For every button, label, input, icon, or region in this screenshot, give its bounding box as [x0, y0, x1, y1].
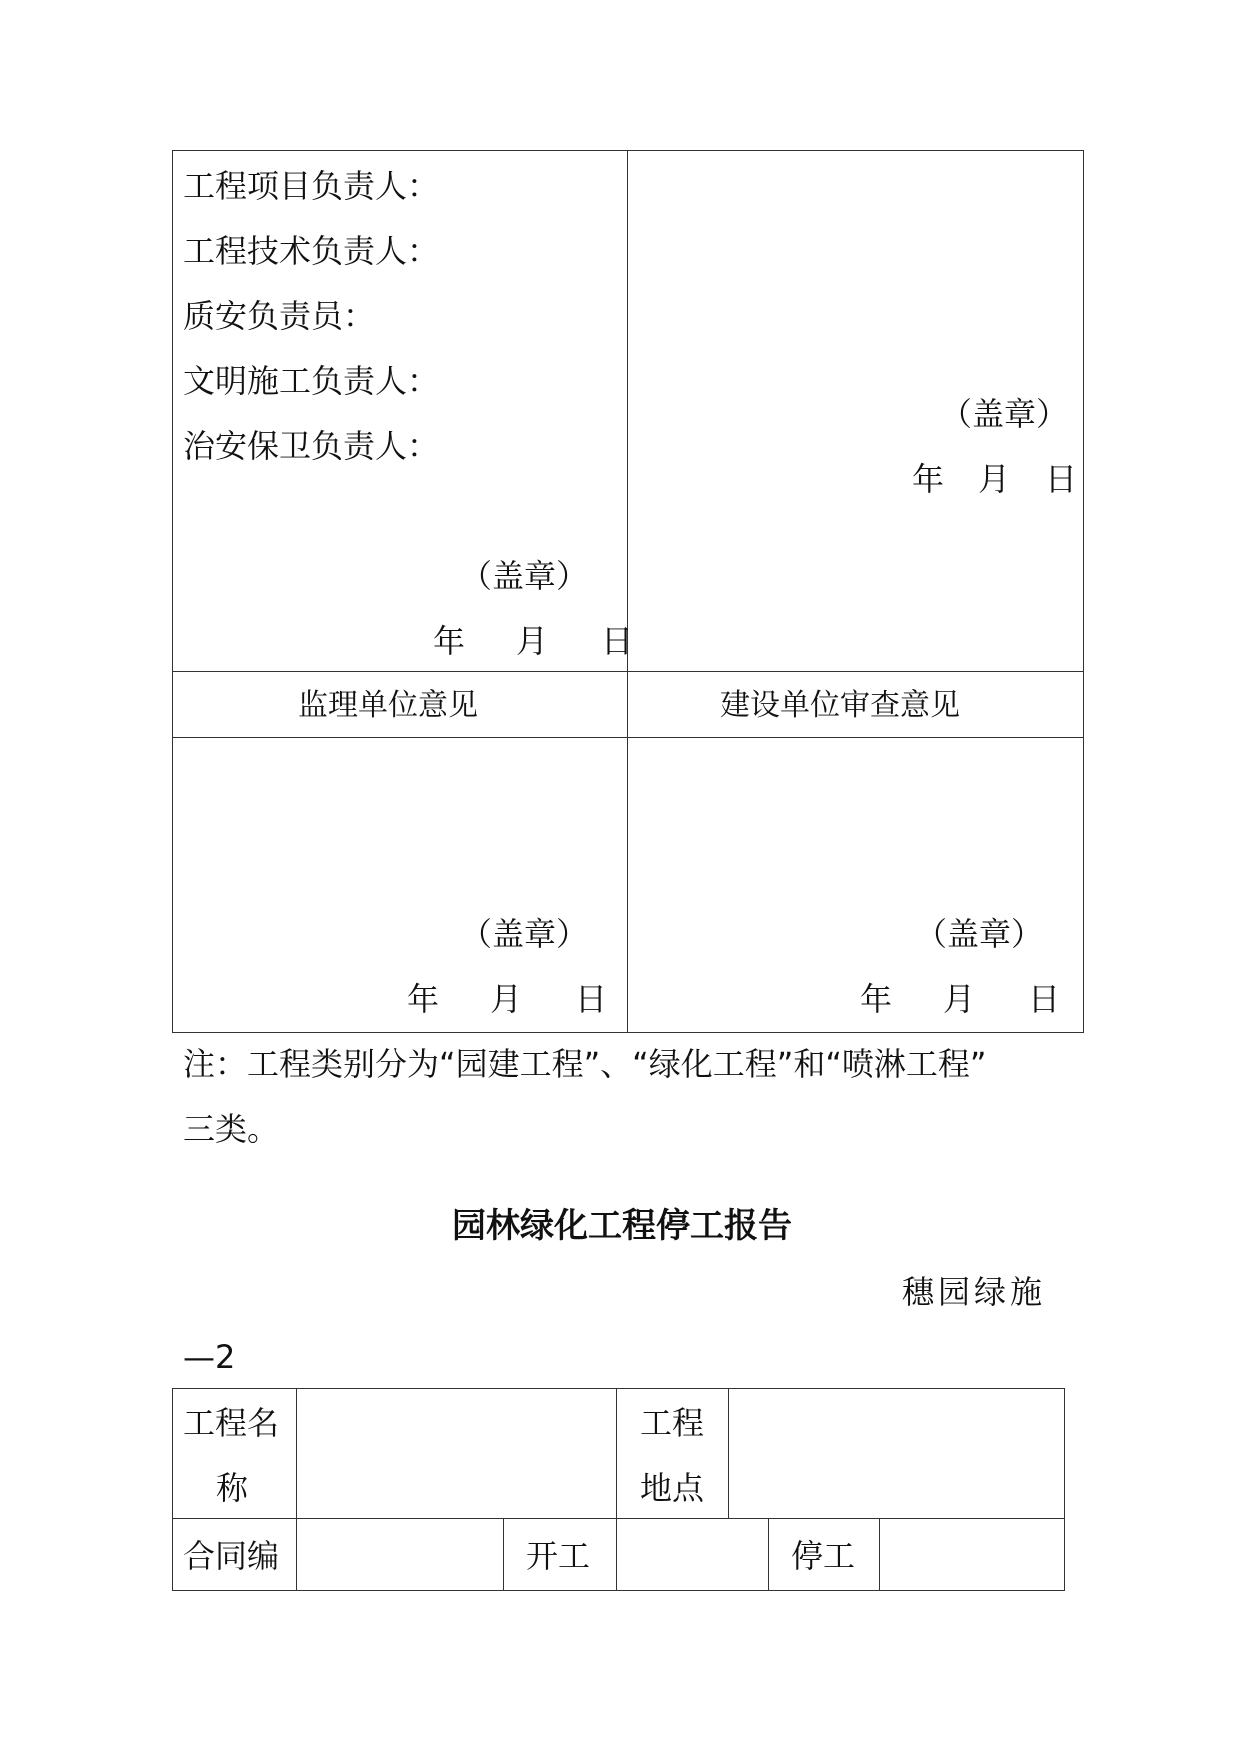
- stop-work-table-row-line: [172, 1518, 1065, 1519]
- date-year-label: 年: [860, 980, 893, 1018]
- technical-manager-label: 工程技术负责人：: [183, 232, 440, 270]
- date-year-label: 年: [912, 460, 945, 498]
- stop-work-table: [172, 1388, 1065, 1591]
- report-title: 园林绿化工程停工报告: [452, 1206, 792, 1246]
- date-day-label: 日: [601, 622, 634, 660]
- note-line-1: 注：工程类别分为“园建工程”、“绿化工程”和“喷淋工程”: [183, 1045, 987, 1083]
- date-month-label: 月: [978, 460, 1011, 498]
- approval-table: [172, 150, 1084, 1033]
- project-location-label: 工程: [640, 1404, 705, 1442]
- project-name-label-cont: 称: [216, 1469, 249, 1507]
- date-month-label: 月: [516, 622, 549, 660]
- stop-work-table-col-line: [879, 1518, 880, 1591]
- date-year-label: 年: [433, 622, 466, 660]
- supervision-opinion-header: 监理单位意见: [298, 688, 478, 723]
- seal-label: （盖章）: [915, 915, 1044, 953]
- project-manager-label: 工程项目负责人：: [183, 167, 440, 205]
- form-code: 穗园绿施: [902, 1273, 1047, 1311]
- date-day-label: 日: [575, 980, 608, 1018]
- start-date-label: 开工: [526, 1537, 591, 1575]
- date-month-label: 月: [490, 980, 523, 1018]
- seal-label: （盖章）: [460, 915, 589, 953]
- seal-label: （盖章）: [460, 557, 589, 595]
- approval-table-row-line-2: [172, 737, 1084, 738]
- stop-work-table-col-line: [503, 1518, 504, 1591]
- date-month-label: 月: [943, 980, 976, 1018]
- contract-number-label: 合同编: [183, 1537, 280, 1575]
- project-location-label-cont: 地点: [640, 1469, 705, 1507]
- approval-table-divider: [627, 150, 628, 1033]
- stop-date-label: 停工: [791, 1537, 856, 1575]
- project-name-label: 工程名: [183, 1404, 280, 1442]
- stop-work-table-col-line: [296, 1388, 297, 1591]
- stop-work-table-col-line: [768, 1518, 769, 1591]
- date-day-label: 日: [1045, 460, 1078, 498]
- quality-safety-label: 质安负责员：: [183, 297, 376, 335]
- security-manager-label: 治安保卫负责人：: [183, 427, 440, 465]
- approval-table-row-line-1: [172, 671, 1084, 672]
- form-code-number: —2: [183, 1338, 236, 1376]
- seal-label: （盖章）: [940, 395, 1069, 433]
- construction-review-header: 建设单位审查意见: [720, 688, 960, 723]
- civilized-construction-label: 文明施工负责人：: [183, 362, 440, 400]
- date-day-label: 日: [1028, 980, 1061, 1018]
- stop-work-table-col-line: [728, 1388, 729, 1518]
- date-year-label: 年: [407, 980, 440, 1018]
- note-line-2: 三类。: [183, 1110, 280, 1148]
- stop-work-table-col-line: [616, 1388, 617, 1591]
